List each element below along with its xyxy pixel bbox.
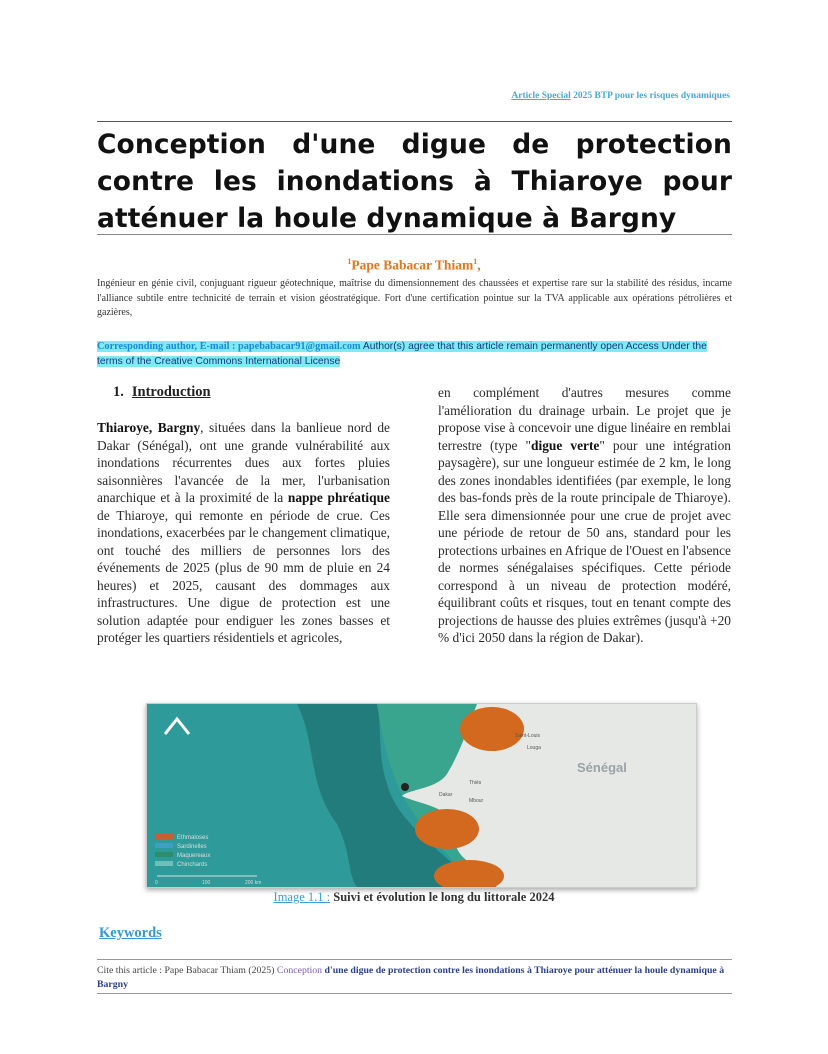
map-dakar-marker (401, 783, 409, 791)
intro-bold-nappe: nappe phréatique (287, 490, 390, 505)
author-suffix: , (477, 257, 481, 273)
legend-label: Maquereaux (177, 853, 211, 859)
citation-title-link[interactable]: d'une digue de protection contre les inondations à Thiaroye pour atténuer la houle dynamique à Bargny (97, 965, 725, 990)
coastal-map (147, 704, 696, 887)
town-label: Louga (527, 745, 541, 751)
legend-label: Chinchards (177, 862, 208, 868)
author-line (0, 257, 828, 274)
special-issue-text: 2025 BTP pour les risques dynamiques (573, 91, 730, 101)
corresponding-block (97, 339, 732, 369)
intro-bold-digue-verte: digue verte (531, 437, 600, 453)
title-rule (97, 234, 732, 235)
coastal-map-figure (146, 703, 697, 888)
legend-swatch (155, 843, 173, 848)
author-bio: Ingénieur en génie civil, conjuguant rigueur géotechnique, maîtrise du dimensionnement des chaussées et expertise rare sur la stabilité des résidus, incarne l'alliance subtile entre technicité de terrain et vision géostratégique. Fort d'une certification pointue sur la TVA applicable aux opérations pétrolières et gazières, (97, 278, 732, 318)
citation-line (97, 964, 732, 992)
author-name[interactable]: Pape Babacar Thiam (351, 257, 474, 273)
figure-caption (0, 890, 828, 905)
intro-left-text-2: de Thiaroye, qui remonte en période de crue. Ces inondations, exacerbées par le changement climatique, ont touché des milliers de personnes lors des événements de 2025 (plus de 90 mm de pluie en 24 heures) et 2025, causant des dommages aux infrastructures. Une digue de protection est une solution adaptée pour endiguer les zones basses et protéger les quartiers résidentiels et agricoles, (97, 507, 390, 645)
legend-swatch (155, 861, 173, 866)
intro-right-text-1: en complément d'autres mesures comme l'amélioration du drainage urbain. Le projet que je propose vise à concevoir une digue linéaire en remblai terrestre (type " (438, 385, 731, 453)
section-heading-introduction (113, 384, 211, 401)
open-access-notice: Author(s) agree that this article remain permanently open Access Under the terms of the Creative Commons International License (97, 341, 707, 367)
corresponding-email-link[interactable]: Corresponding author, E-mail : papebabacar91@gmail.com (97, 341, 361, 352)
figure-caption-label[interactable]: Image 1.1 : (273, 890, 331, 904)
legend-label: Ethmaloses (177, 835, 209, 841)
special-issue-label (511, 91, 730, 101)
special-issue-link[interactable]: Article Special (511, 91, 571, 101)
intro-left-column (97, 419, 390, 647)
scale-label: 0 (155, 880, 158, 886)
town-label: Mbour (469, 798, 484, 804)
legend-label: Sardinelles (177, 844, 207, 850)
scale-label: 100 (202, 880, 211, 886)
legend-swatch (155, 834, 173, 839)
town-label: Saint-Louis (515, 733, 541, 739)
section-title: Introduction (131, 384, 211, 400)
map-fish-zone-centre (415, 809, 479, 849)
legend-swatch (155, 852, 173, 857)
keywords-heading[interactable]: Keywords (99, 925, 162, 941)
map-country-label: Sénégal (577, 760, 627, 775)
top-rule (97, 121, 732, 122)
map-fish-zone-north (460, 707, 524, 751)
section-number: 1. (113, 384, 124, 400)
citation-prefix: Cite this article : Pape Babacar Thiam (2025) (97, 965, 275, 976)
author-affil-post: 1 (473, 257, 478, 266)
town-label: Dakar (439, 792, 453, 798)
intro-right-text-2: " pour une intégration paysagère), sur une longueur estimée de 2 km, le long des zones inondables identifiées (par exemple, le long des bas-fonds près de la route principale de Thiaroye). Elle sera dimensionnée pour une crue de projet avec une période de retour de 50 ans, standard pour les protections urbaines en Afrique de l'Ouest en l'absence de normes sénégalaises spécifiques. Cette période correspond à un niveau de protection modéré, équilibrant coûts et risques, tout en tenant compte des projections de hausse des pluies extrêmes (jusqu'à +20 % d'ici 2050 dans la région de Dakar). (438, 437, 731, 645)
citation-bottom-rule (97, 993, 732, 994)
article-title: Conception d'une digue de protection contre les inondations à Thiaroye pour atténuer la houle dynamique à Bargny (97, 129, 732, 234)
intro-bold-places: Thiaroye, Bargny (97, 420, 201, 435)
author-affil-pre: 1 (347, 257, 352, 266)
town-label: Thiès (469, 780, 482, 786)
scale-label: 200 km (245, 880, 262, 886)
citation-top-rule (97, 959, 732, 960)
intro-right-column (438, 384, 731, 647)
figure-caption-text: Suivi et évolution le long du littorale 2024 (330, 890, 555, 904)
citation-word: Conception (274, 965, 323, 976)
intro-left-text-1: , situées dans la banlieue nord de Dakar (Sénégal), ont une grande vulnérabilité aux inondations récurrentes dues aux fortes pluies saisonnières l'avancée de la mer, l'urbanisation anarchique et à la proximité de la (97, 420, 390, 505)
